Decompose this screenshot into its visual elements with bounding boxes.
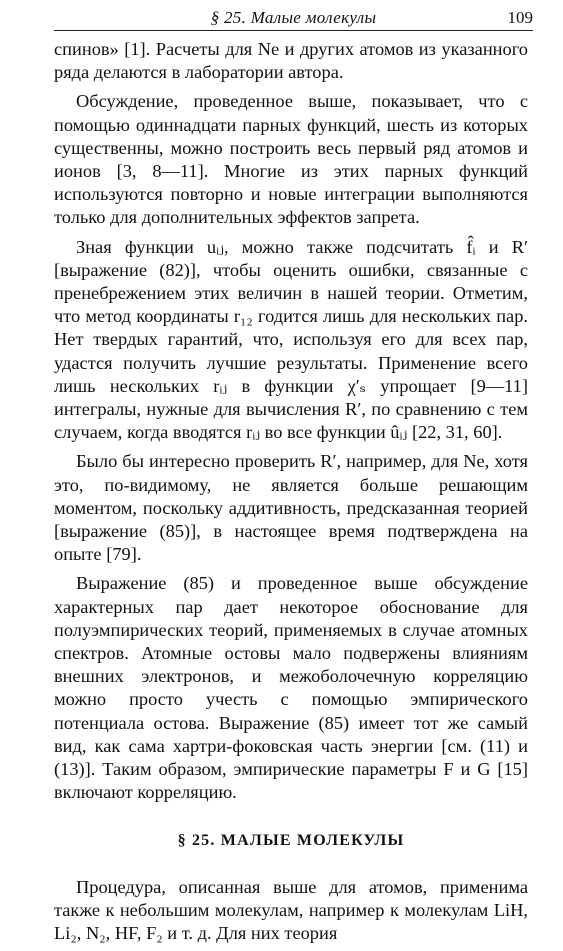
paragraph-discussion: Обсуждение, проведенное выше, показывает, что с помощью одиннадцати парных функций, шесть из которых существенны, можно построить весь первый ряд атомов и ионов [3, 8—11]. Многие из этих парных функций используются повторно и новые интеграции выполняются только для дополнительных эффектов запрета. [54, 91, 528, 228]
section-heading: § 25. МАЛЫЕ МОЛЕКУЛЫ [177, 831, 405, 849]
paragraph-check: Было бы интересно проверить R′, например, для Ne, хотя это, по-видимому, не является больше решающим моментом, поскольку аддитивность, предсказанная теорией [выражение (85)], в настоящее время подтверждена на опыте [79]. [54, 451, 528, 565]
paragraph-procedure: Процедура, описанная выше для атомов, применима также к небольшим молекулам, например к молекулам LiH, Li₂, N₂, HF, F₂ и т. д. Для них теория [54, 876, 528, 944]
paragraph-functions: Зная функции uᵢⱼ, можно также подсчитать f̂ᵢ и R′ [выражение (82)], чтобы оценить ошибки, связанные с пренебрежением этих величин в нашей теории. Отметим, что метод координаты r₁₂ годится лишь для нескольких пар. Нет твердых гарантий, что, используя его для всех пар, удастся получить лучшие результаты. Применение всего лишь нескольких rᵢⱼ в функции χ′ₛ упрощает [9—11] интегралы, нужные для вычисления R′, по сравнению с тем случаем, когда вводятся rᵢⱼ во все функции ûᵢⱼ [22, 31, 60]. [54, 236, 528, 443]
page-number: 109 [507, 8, 533, 27]
paragraph-continued: спинов» [1]. Расчеты для Ne и других атомов из указанного ряда делаются в лаборатории автора. [54, 39, 528, 83]
running-title: § 25. Малые молекулы [210, 8, 377, 27]
paragraph-expression: Выражение (85) и проведенное выше обсуждение характерных пар дает некоторое обоснование для полуэмпирических теорий, применяемых в случае атомных спектров. Атомные остовы мало подвержены влияниям внешних электронов, и межоболочечную корреляцию можно просто учесть с помощью эмпирического потенциала остова. Выражение (85) имеет тот же самый вид, как сама хартри-фоковская часть энергии [см. (11) и (13)]. Таким образом, эмпирические параметры F и G [15] включают корреляцию. [54, 573, 528, 803]
running-head [54, 6, 533, 31]
page-body [54, 38, 528, 951]
